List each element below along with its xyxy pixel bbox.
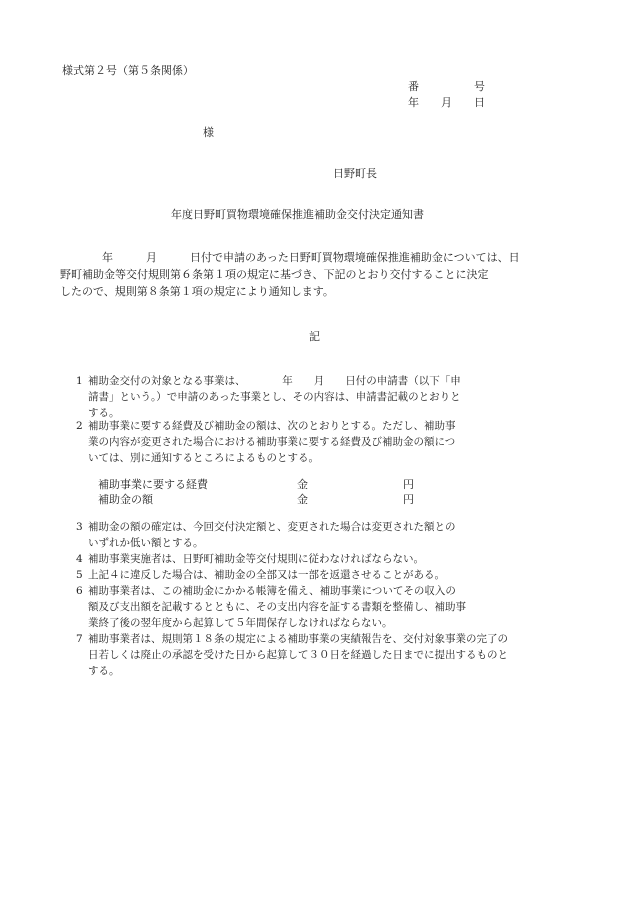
subsidy-kin: 金: [297, 493, 308, 506]
item-text: 補助金交付の対象となる事業は、 年 月 日付の申請書（以下「申: [88, 375, 461, 387]
list-item: [76, 418, 526, 466]
item-number: 4: [76, 553, 83, 565]
list-item: [76, 631, 546, 679]
ki-heading: 記: [309, 330, 320, 343]
item-number: 2: [76, 420, 83, 432]
item-number: 3: [76, 521, 83, 533]
list-item: [76, 519, 526, 551]
recipient-suffix: 様: [203, 126, 214, 139]
item-text: する。: [88, 407, 120, 419]
item-text: 上記４に違反した場合は、補助金の全部又は一部を返還させることがある。: [88, 569, 445, 581]
item-text: 補助事業に要する経費及び補助金の額は、次のとおりとする。ただし、補助事: [88, 420, 456, 432]
item-text: 補助事業者は、規則第１８条の規定による補助事業の実績報告を、交付対象事業の完了の: [88, 633, 508, 645]
document-title: 年度日野町買物環境確保推進補助金交付決定通知書: [171, 208, 424, 221]
item-text: 業終了後の翌年度から起算して５年間保存しなければならない。: [88, 617, 393, 629]
item-number: 1: [76, 375, 83, 387]
issuer: 日野町長: [333, 167, 377, 180]
subsidy-label: 補助金の額: [98, 493, 153, 506]
intro-paragraph: [60, 249, 580, 300]
cost-kin: 金: [297, 478, 308, 491]
list-item: [76, 567, 526, 583]
item-number: 5: [76, 569, 83, 581]
item-text: いずれか低い額とする。: [88, 537, 204, 549]
item-number: 6: [76, 585, 83, 597]
item-text: 請書」という。）で申請のあった事業とし、その内容は、申請書記載のとおりと: [88, 391, 461, 403]
item-text: 補助金の額の確定は、今回交付決定額と、変更された場合は変更された額との: [88, 521, 456, 533]
subsidy-yen: 円: [403, 493, 414, 506]
cost-yen: 円: [403, 478, 414, 491]
list-item: [76, 583, 526, 631]
intro-line: 野町補助金等交付規則第６条第１項の規定に基づき、下記のとおり交付することに決定: [60, 268, 489, 281]
item-text: 補助事業実施者は、日野町補助金等交付規則に従わなければならない。: [88, 553, 424, 565]
item-text: 日若しくは廃止の承認を受けた日から起算して３０日を経過した日までに提出するものと: [88, 649, 508, 661]
cost-label: 補助事業に要する経費: [98, 478, 208, 491]
item-text: 額及び支出額を記載するとともに、その支出内容を証する書類を整備し、補助事: [88, 601, 466, 613]
list-item: [76, 551, 526, 567]
item-text: いては、別に通知するところによるものとする。: [88, 452, 319, 464]
item-text: 補助事業者は、この補助金にかかる帳簿を備え、補助事業についてその収入の: [88, 585, 456, 597]
number-label: 番 号: [408, 80, 485, 93]
item-text: する。: [88, 665, 120, 677]
date-label: 年 月 日: [408, 96, 485, 109]
list-item: [76, 373, 526, 421]
intro-line: したので、規則第８条第１項の規定により通知します。: [60, 285, 334, 298]
intro-line: 年 月 日付で申請のあった日野町買物環境確保推進補助金については、日: [102, 251, 520, 264]
form-label: 様式第２号（第５条関係）: [62, 64, 194, 77]
item-number: 7: [76, 633, 83, 645]
item-text: 業の内容が変更された場合における補助事業に要する経費及び補助金の額につ: [88, 436, 456, 448]
